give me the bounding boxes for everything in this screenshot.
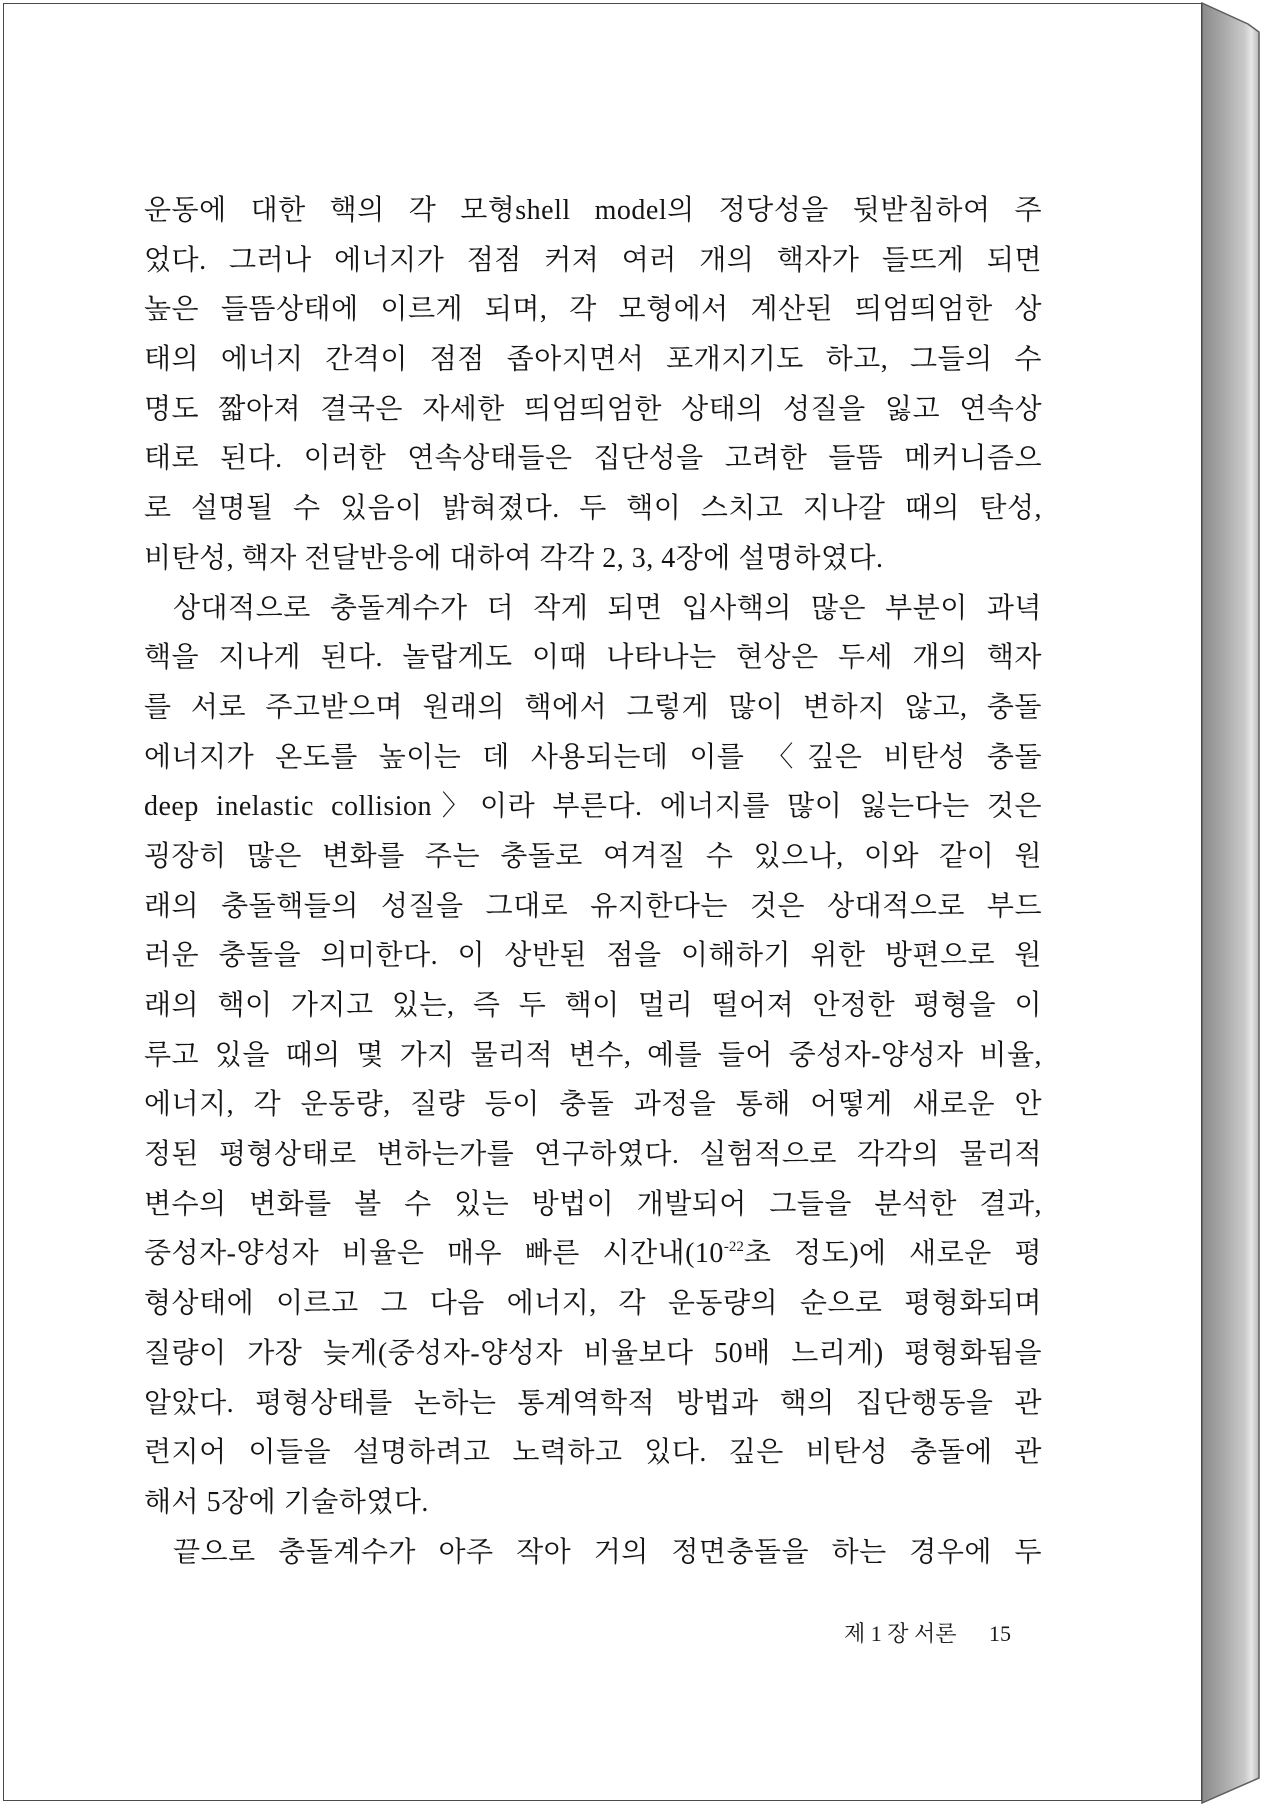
text-line: 래의 핵이 가지고 있는, 즉 두 핵이 멀리 떨어져 안정한 평형을 이	[144, 990, 1042, 1021]
text-line: 해서 5장에 기술하였다.	[144, 1486, 429, 1518]
text-line: 로 설명될 수 있음이 밝혀졌다. 두 핵이 스치고 지나갈 때의 탄성,	[144, 493, 1042, 525]
superscript-exponent: -22	[723, 1239, 744, 1256]
text-line: 래의 충돌핵들의 성질을 그대로 유지한다는 것은 상대적으로 부드	[144, 890, 1042, 922]
text-line-with-superscript	[144, 1229, 1042, 1279]
page-number: 15	[989, 1621, 1011, 1646]
text-line: 운동에 대한 핵의 각 모형shell model의 정당성을 뒷받침하여 주	[144, 195, 1042, 226]
text-line: 상대적으로 충돌계수가 더 작게 되면 입사핵의 많은 부분이 과녁	[173, 592, 1042, 624]
text-line: 변수의 변화를 볼 수 있는 방법이 개발되어 그들을 분석한 결과,	[144, 1188, 1042, 1220]
book-edge-side	[1202, 3, 1259, 1803]
text-line: 굉장히 많은 변화를 주는 충돌로 여겨질 수 있으나, 이와 같이 원	[144, 840, 1042, 872]
text-line: 비탄성, 핵자 전달반응에 대하여 각각 2, 3, 4장에 설명하였다.	[144, 542, 884, 574]
text-line: 정된 평형상태로 변하는가를 연구하였다. 실험적으로 각각의 물리적	[144, 1139, 1042, 1171]
text-line: 형상태에 이르고 그 다음 에너지, 각 운동량의 순으로 평형화되며	[144, 1288, 1042, 1320]
text-line: 에너지, 각 운동량, 질량 등이 충돌 과정을 통해 어떻게 새로운 안	[144, 1089, 1042, 1121]
body-text	[144, 186, 1042, 1577]
text-line: 알았다. 평형상태를 논하는 통계역학적 방법과 핵의 집단행동을 관	[144, 1387, 1042, 1419]
running-footer-chapter: 제 1 장 서론	[844, 1621, 957, 1646]
text-line: 태의 에너지 간격이 점점 좁아지면서 포개지기도 하고, 그들의 수	[144, 344, 1042, 376]
text-segment: 초 정도)에 새로운 평	[743, 1238, 1042, 1270]
text-line: 끝으로 충돌계수가 아주 작아 거의 정면충돌을 하는 경우에 두	[173, 1536, 1042, 1568]
text-line: 질량이 가장 늦게(중성자-양성자 비율보다 50배 느리게) 평형화됨을	[144, 1337, 1042, 1369]
text-line: 명도 짧아져 결국은 자세한 띄엄띄엄한 상태의 성질을 잃고 연속상	[144, 393, 1042, 425]
text-line: 를 서로 주고받으며 원래의 핵에서 그렇게 많이 변하지 않고, 충돌	[144, 691, 1042, 723]
text-line: 루고 있을 때의 몇 가지 물리적 변수, 예를 들어 중성자-양성자 비율,	[144, 1039, 1042, 1071]
text-line: 높은 들뜸상태에 이르게 되며, 각 모형에서 계산된 띄엄띄엄한 상	[144, 294, 1042, 326]
text-line: 에너지가 온도를 높이는 데 사용되는데 이를 〈깊은 비탄성 충돌	[144, 741, 1042, 773]
text-segment: 중성자-양성자 비율은 매우 빠른 시간내(10	[144, 1238, 724, 1270]
text-line: 었다. 그러나 에너지가 점점 커져 여러 개의 핵자가 들뜨게 되면	[144, 244, 1042, 276]
text-line: 태로 된다. 이러한 연속상태들은 집단성을 고려한 들뜸 메커니즘으	[144, 443, 1042, 475]
text-line: deep inelastic collision〉이라 부른다. 에너지를 많이 잃는다는 것은	[144, 791, 1042, 823]
text-line: 련지어 이들을 설명하려고 노력하고 있다. 깊은 비탄성 충돌에 관	[144, 1437, 1042, 1469]
text-line: 러운 충돌을 의미한다. 이 상반된 점을 이해하기 위한 방편으로 원	[144, 940, 1042, 972]
text-line: 핵을 지나게 된다. 놀랍게도 이때 나타나는 현상은 두세 개의 핵자	[144, 642, 1042, 674]
